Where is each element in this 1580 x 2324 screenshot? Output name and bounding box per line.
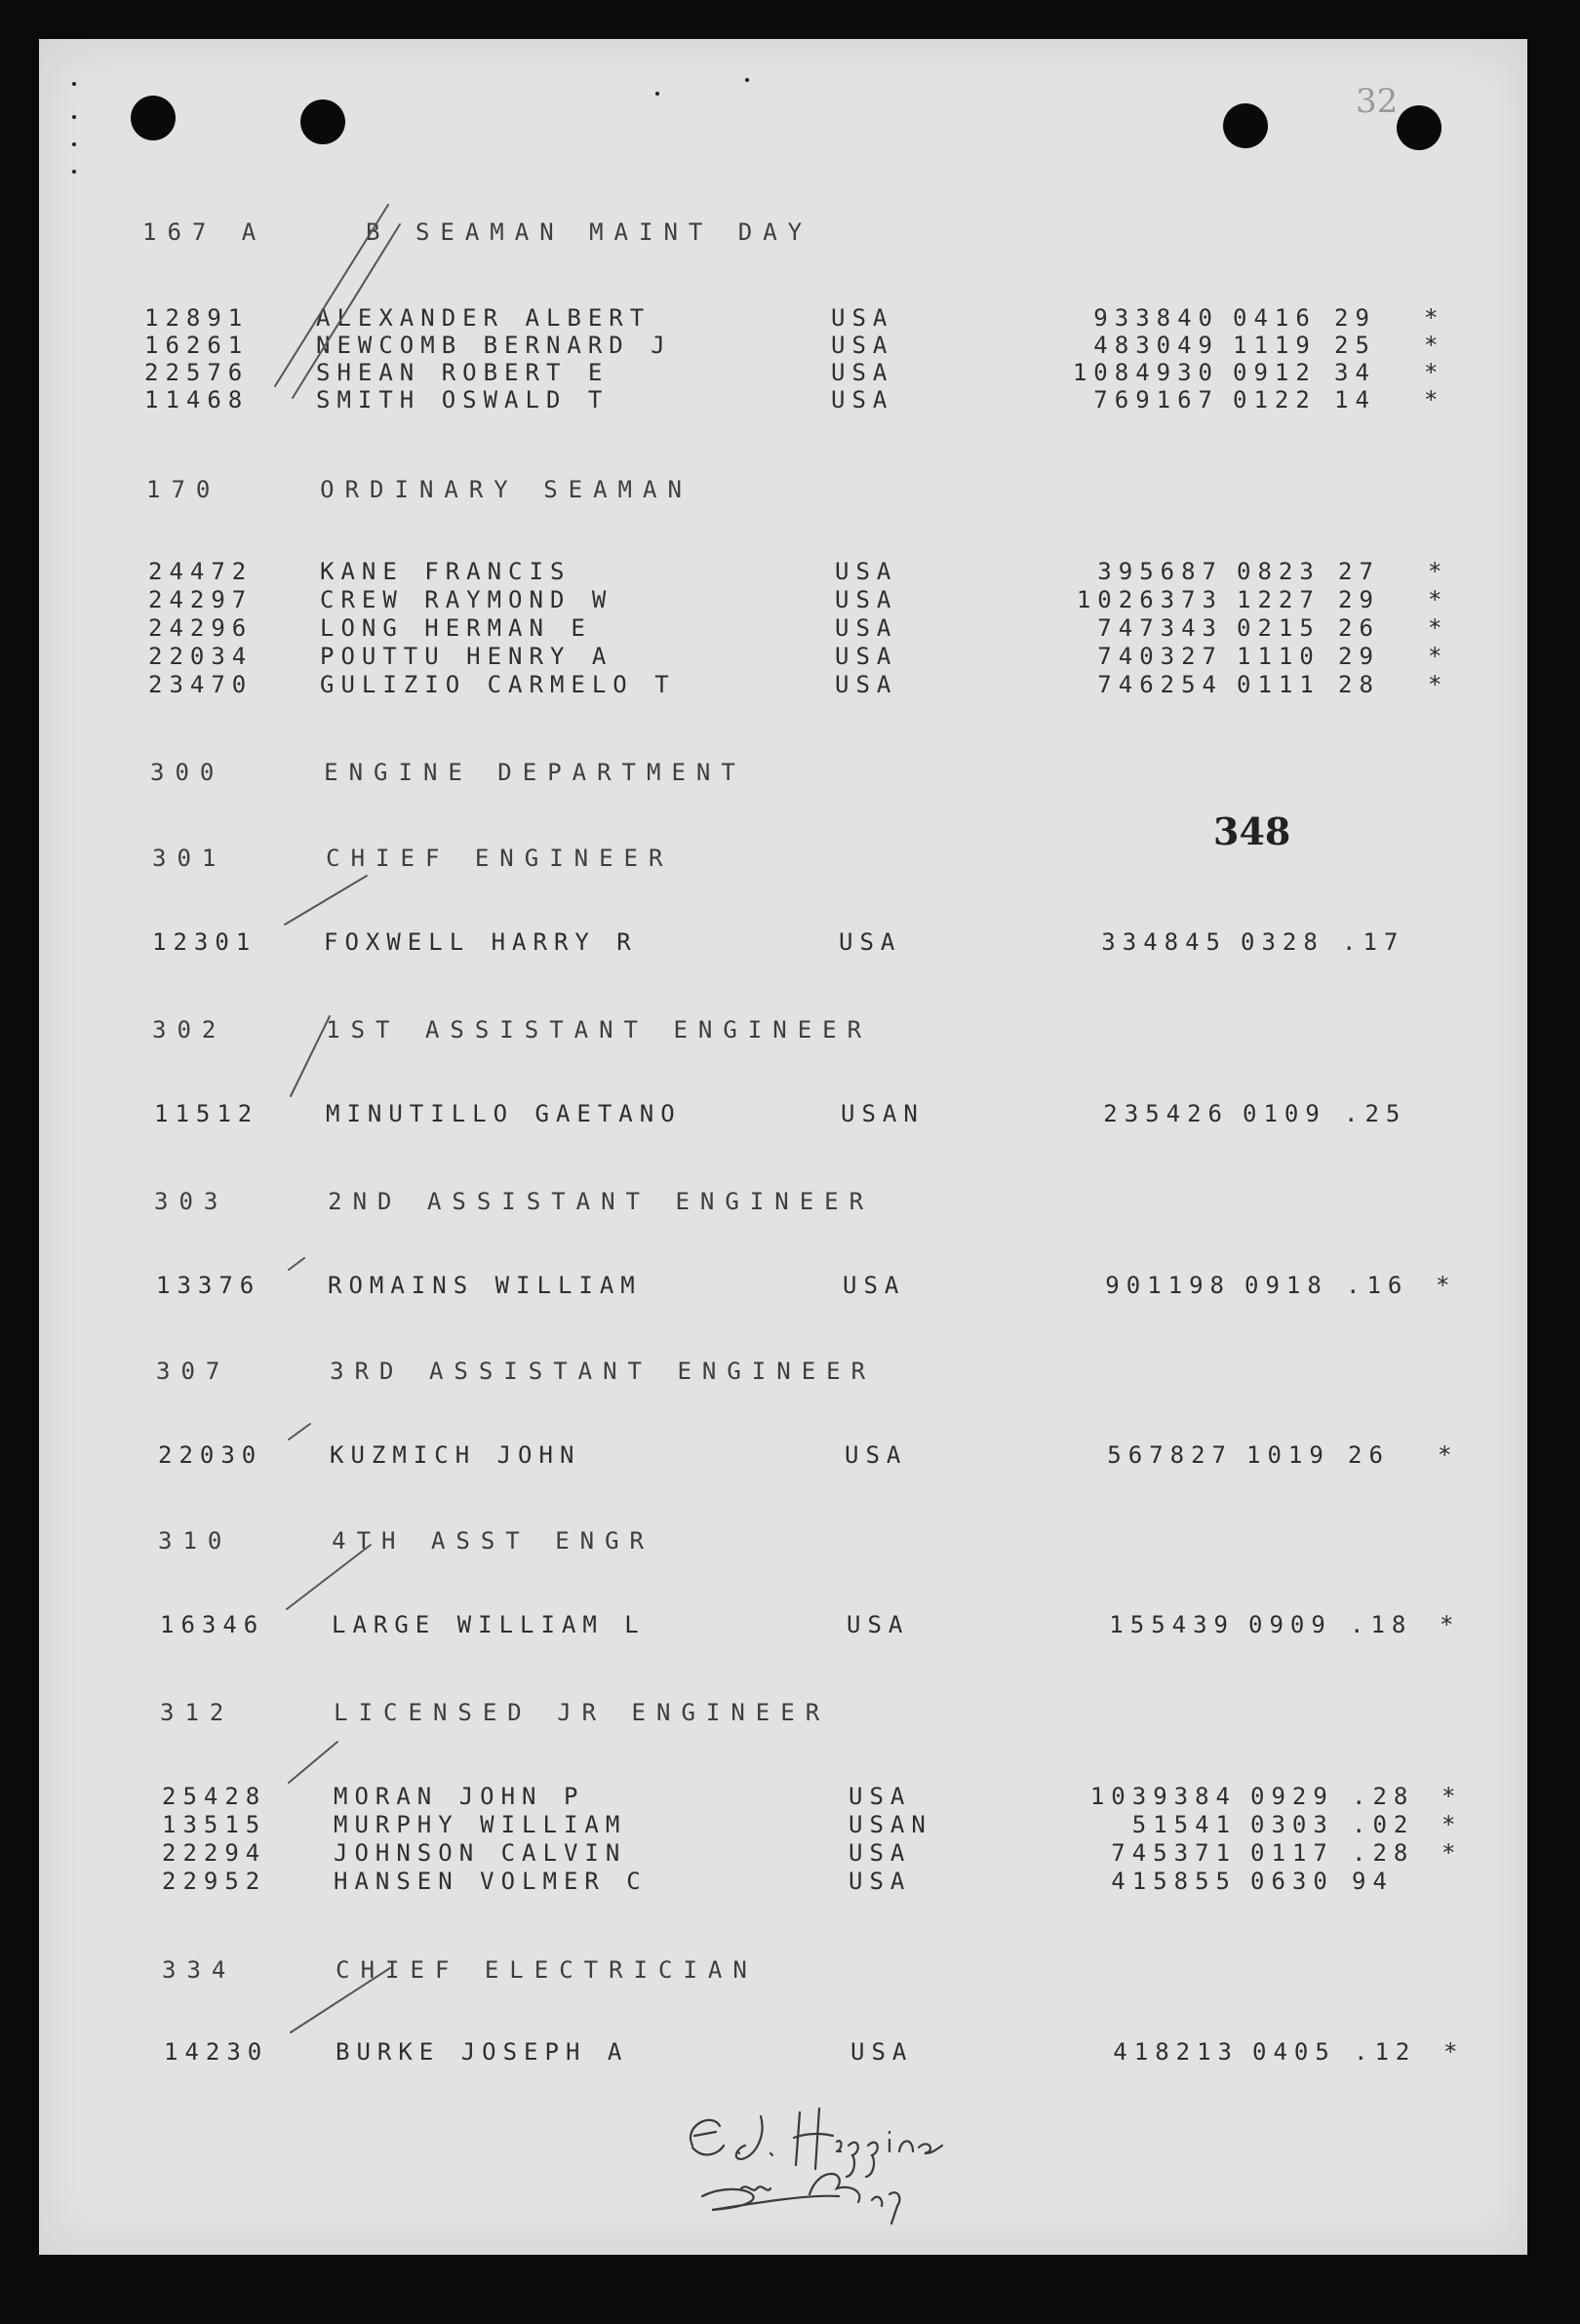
age: 26 [1348, 1441, 1390, 1469]
citizenship: USA [850, 2038, 914, 2066]
crew-number: 22294 [162, 1839, 267, 1867]
citizenship: USA [831, 359, 894, 386]
crew-number: 24296 [148, 614, 254, 642]
crew-row [148, 558, 1449, 587]
date-code: 0416 [1233, 304, 1317, 332]
date-code: 0122 [1233, 386, 1317, 414]
date-code: 1119 [1233, 332, 1317, 359]
identification-number: 933840 [1093, 304, 1219, 332]
age: .28 [1352, 1839, 1415, 1867]
crew-row [148, 643, 1449, 672]
asterisk-mark: * [1428, 671, 1449, 698]
crew-name: HANSEN VOLMER C [334, 1868, 648, 1895]
section-header: 310 4TH ASST ENGR [158, 1527, 654, 1555]
crew-row [164, 2038, 1465, 2068]
identification-number: 745371 [1111, 1839, 1237, 1867]
crew-name: LONG HERMAN E [320, 614, 592, 642]
crew-row [162, 1839, 1463, 1869]
crew-number: 22030 [158, 1441, 263, 1469]
age: .28 [1352, 1783, 1415, 1810]
age: .17 [1342, 928, 1405, 956]
citizenship: USA [835, 586, 898, 613]
crew-row [148, 671, 1449, 700]
crew-name: KANE FRANCIS [320, 558, 572, 585]
date-code: 0328 [1241, 928, 1324, 956]
identification-number: 235426 [1103, 1100, 1229, 1127]
age: .16 [1346, 1272, 1409, 1299]
age: .25 [1344, 1100, 1407, 1127]
asterisk-mark: * [1424, 359, 1445, 386]
speck [72, 170, 76, 174]
identification-number: 418213 [1113, 2038, 1239, 2066]
crew-name: CREW RAYMOND W [320, 586, 613, 613]
speck [745, 78, 749, 82]
section-header: 334 CHIEF ELECTRICIAN [162, 1956, 758, 1984]
crew-number: 23470 [148, 671, 254, 698]
crew-number: 11512 [154, 1100, 259, 1127]
speck [72, 82, 76, 86]
speck [655, 92, 659, 96]
identification-number: 483049 [1093, 332, 1219, 359]
corner-page-mark: 32 [1356, 82, 1399, 121]
asterisk-mark: * [1428, 558, 1449, 585]
crew-row [162, 1868, 1394, 1897]
crew-number: 12891 [144, 304, 250, 332]
citizenship: USA [849, 1868, 912, 1895]
citizenship: USA [843, 1272, 906, 1299]
age: 29 [1334, 304, 1376, 332]
citizenship: USA [831, 304, 894, 332]
citizenship: USA [849, 1839, 912, 1867]
date-code: 0909 [1248, 1611, 1332, 1638]
citizenship: USAN [841, 1100, 925, 1127]
date-code: 0109 [1243, 1100, 1326, 1127]
date-code: 0929 [1250, 1783, 1334, 1810]
identification-number: 155439 [1109, 1611, 1235, 1638]
section-header: 307 3RD ASSISTANT ENGINEER [156, 1358, 877, 1385]
asterisk-mark: * [1428, 643, 1449, 670]
date-code: 1019 [1246, 1441, 1330, 1469]
crew-number: 16261 [144, 332, 250, 359]
identification-number: 740327 [1097, 643, 1223, 670]
date-code: 0117 [1250, 1839, 1334, 1867]
crew-name: KUZMICH JOHN [330, 1441, 581, 1469]
citizenship: USAN [849, 1811, 932, 1838]
crew-row [158, 1441, 1459, 1471]
asterisk-mark: * [1424, 304, 1445, 332]
section-header: 301 CHIEF ENGINEER [152, 845, 674, 872]
asterisk-mark: * [1442, 1811, 1463, 1838]
identification-number: 1084930 [1072, 359, 1219, 386]
crew-number: 25428 [162, 1783, 267, 1810]
date-code: 0215 [1237, 614, 1321, 642]
identification-number: 395687 [1097, 558, 1223, 585]
crew-number: 22952 [162, 1868, 267, 1895]
date-code: 0405 [1252, 2038, 1336, 2066]
crew-name: ALEXANDER ALBERT [316, 304, 652, 332]
crew-row [148, 586, 1449, 615]
crew-row [152, 928, 1405, 958]
age: 25 [1334, 332, 1376, 359]
identification-number: 567827 [1107, 1441, 1233, 1469]
asterisk-mark: * [1438, 1441, 1459, 1469]
asterisk-mark: * [1424, 332, 1445, 359]
crew-row [144, 332, 1445, 361]
crew-number: 16346 [160, 1611, 265, 1638]
speck [72, 115, 76, 119]
date-code: 1227 [1237, 586, 1321, 613]
section-header: 312 LICENSED JR ENGINEER [160, 1699, 831, 1726]
crew-name: BURKE JOSEPH A [336, 2038, 629, 2066]
citizenship: USA [831, 386, 894, 414]
punch-hole [300, 99, 345, 144]
crew-name: MINUTILLO GAETANO [326, 1100, 682, 1127]
crew-name: JOHNSON CALVIN [334, 1839, 627, 1867]
crew-name: LARGE WILLIAM L [332, 1611, 646, 1638]
crew-row [144, 386, 1445, 415]
citizenship: USA [839, 928, 902, 956]
crew-number: 13515 [162, 1811, 267, 1838]
age: 14 [1334, 386, 1376, 414]
punch-hole [131, 96, 176, 140]
page-number-stamp: 348 [1213, 809, 1291, 853]
identification-number: 334845 [1101, 928, 1227, 956]
date-code: 0918 [1244, 1272, 1328, 1299]
crew-number: 22034 [148, 643, 254, 670]
identification-number: 769167 [1093, 386, 1219, 414]
citizenship: USA [835, 671, 898, 698]
inspector-signature [673, 2087, 1024, 2233]
age: 34 [1334, 359, 1376, 386]
asterisk-mark: * [1424, 386, 1445, 414]
age: 29 [1338, 586, 1380, 613]
age: .18 [1350, 1611, 1413, 1638]
age: 27 [1338, 558, 1380, 585]
crew-number: 24472 [148, 558, 254, 585]
asterisk-mark: * [1436, 1272, 1457, 1299]
identification-number: 747343 [1097, 614, 1223, 642]
citizenship: USA [847, 1611, 910, 1638]
citizenship: USA [831, 332, 894, 359]
section-header: 167 A B SEAMAN MAINT DAY [142, 218, 813, 246]
date-code: 0111 [1237, 671, 1321, 698]
asterisk-mark: * [1440, 1611, 1461, 1638]
crew-row [160, 1611, 1461, 1640]
crew-number: 11468 [144, 386, 250, 414]
crew-row [156, 1272, 1457, 1301]
asterisk-mark: * [1442, 1839, 1463, 1867]
crew-name: FOXWELL HARRY R [324, 928, 638, 956]
crew-row [154, 1100, 1407, 1129]
age: .12 [1354, 2038, 1417, 2066]
citizenship: USA [845, 1441, 908, 1469]
crew-number: 14230 [164, 2038, 269, 2066]
crew-row [162, 1811, 1463, 1840]
asterisk-mark: * [1442, 1783, 1463, 1810]
identification-number: 415855 [1111, 1868, 1237, 1895]
age: 29 [1338, 643, 1380, 670]
punch-hole [1397, 105, 1442, 150]
citizenship: USA [835, 614, 898, 642]
date-code: 0912 [1233, 359, 1317, 386]
citizenship: USA [835, 643, 898, 670]
age: 26 [1338, 614, 1380, 642]
asterisk-mark: * [1428, 586, 1449, 613]
crew-number: 12301 [152, 928, 257, 956]
citizenship: USA [849, 1783, 912, 1810]
asterisk-mark: * [1443, 2038, 1465, 2066]
date-code: 0303 [1250, 1811, 1334, 1838]
date-code: 1110 [1237, 643, 1321, 670]
section-header: 303 2ND ASSISTANT ENGINEER [154, 1188, 875, 1215]
section-header: 300 ENGINE DEPARTMENT [150, 759, 746, 786]
speck [72, 142, 76, 146]
section-header: 170 ORDINARY SEAMAN [146, 476, 692, 503]
identification-number: 1026373 [1076, 586, 1223, 613]
crew-row [162, 1783, 1463, 1812]
identification-number: 51541 [1131, 1811, 1237, 1838]
crew-name: SMITH OSWALD T [316, 386, 610, 414]
crew-number: 24297 [148, 586, 254, 613]
crew-row [144, 304, 1445, 334]
identification-number: 901198 [1105, 1272, 1231, 1299]
crew-row [144, 359, 1445, 388]
section-header: 302 1ST ASSISTANT ENGINEER [152, 1016, 873, 1044]
crew-name: NEWCOMB BERNARD J [316, 332, 672, 359]
crew-row [148, 614, 1449, 644]
identification-number: 1039384 [1089, 1783, 1237, 1810]
crew-number: 13376 [156, 1272, 261, 1299]
crew-name: POUTTU HENRY A [320, 643, 613, 670]
asterisk-mark: * [1428, 614, 1449, 642]
identification-number: 746254 [1097, 671, 1223, 698]
date-code: 0823 [1237, 558, 1321, 585]
crew-name: SHEAN ROBERT E [316, 359, 610, 386]
age: .02 [1352, 1811, 1415, 1838]
age: 94 [1352, 1868, 1394, 1895]
punch-hole [1223, 103, 1268, 148]
crew-name: MURPHY WILLIAM [334, 1811, 627, 1838]
crew-number: 22576 [144, 359, 250, 386]
crew-name: MORAN JOHN P [334, 1783, 585, 1810]
citizenship: USA [835, 558, 898, 585]
age: 28 [1338, 671, 1380, 698]
crew-name: ROMAINS WILLIAM [328, 1272, 642, 1299]
crew-name: GULIZIO CARMELO T [320, 671, 676, 698]
date-code: 0630 [1250, 1868, 1334, 1895]
